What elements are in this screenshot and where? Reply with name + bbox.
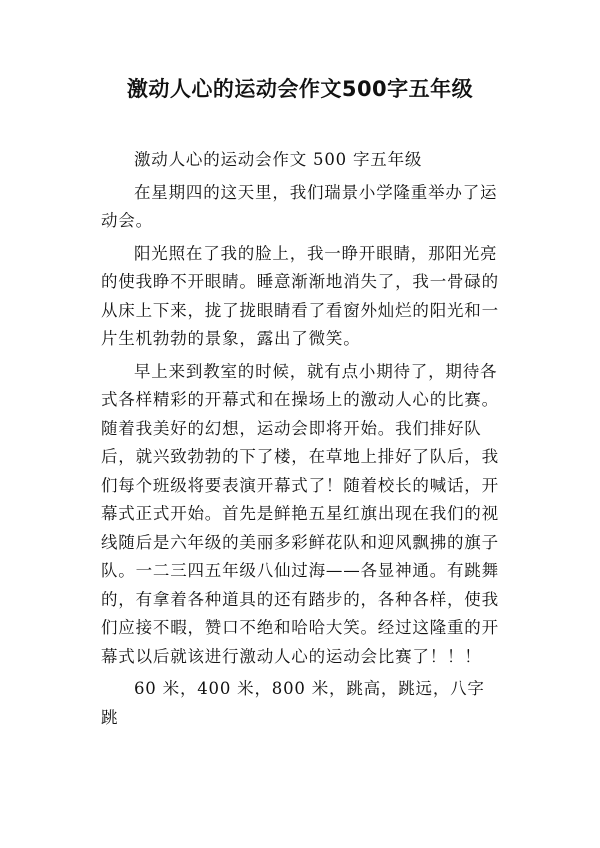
paragraph: 60 米，400 米，800 米，跳高，跳远，八字跳 [101,679,485,727]
document-title: 激动人心的运动会作文500字五年级 [126,77,474,101]
paragraph: 在星期四的这天里，我们瑞景小学隆重举办了运动会。 [101,182,498,230]
paragraph: 激动人心的运动会作文 500 字五年级 [134,150,423,169]
paragraph: 早上来到教室的时候，就有点小期待了，期待各式各样精彩的开幕式和在操场上的激动人心的比赛。随着我美好的幻想，运动会即将开始。我们排好队后，就兴致勃勃的下了楼，在草地上排好了队后，我们每个班级将要表演开幕式了！随着校长的喊话，开幕式正式开始。首先是鲜艳五星红旗出现在我们的视线随后是六年级的美丽多彩鲜花队和迎风飘拂的旗子队。一二三四五年级八仙过海——各显神通。有跳舞的，有拿着各种道具的还有踏步的，各种各样，使我们应接不暇，赞口不绝和哈哈大笑。经过这隆重的开幕式以后就该进行激动人心的运动会比赛了！！！ [101,361,499,666]
document-body [101,146,501,736]
paragraph: 阳光照在了我的脸上，我一睁开眼睛，那阳光亮的使我睁不开眼睛。睡意渐渐地消失了，我一骨碌的从床上下来，拢了拢眼睛看了看窗外灿烂的阳光和一片生机勃勃的景象，露出了微笑。 [101,243,499,348]
